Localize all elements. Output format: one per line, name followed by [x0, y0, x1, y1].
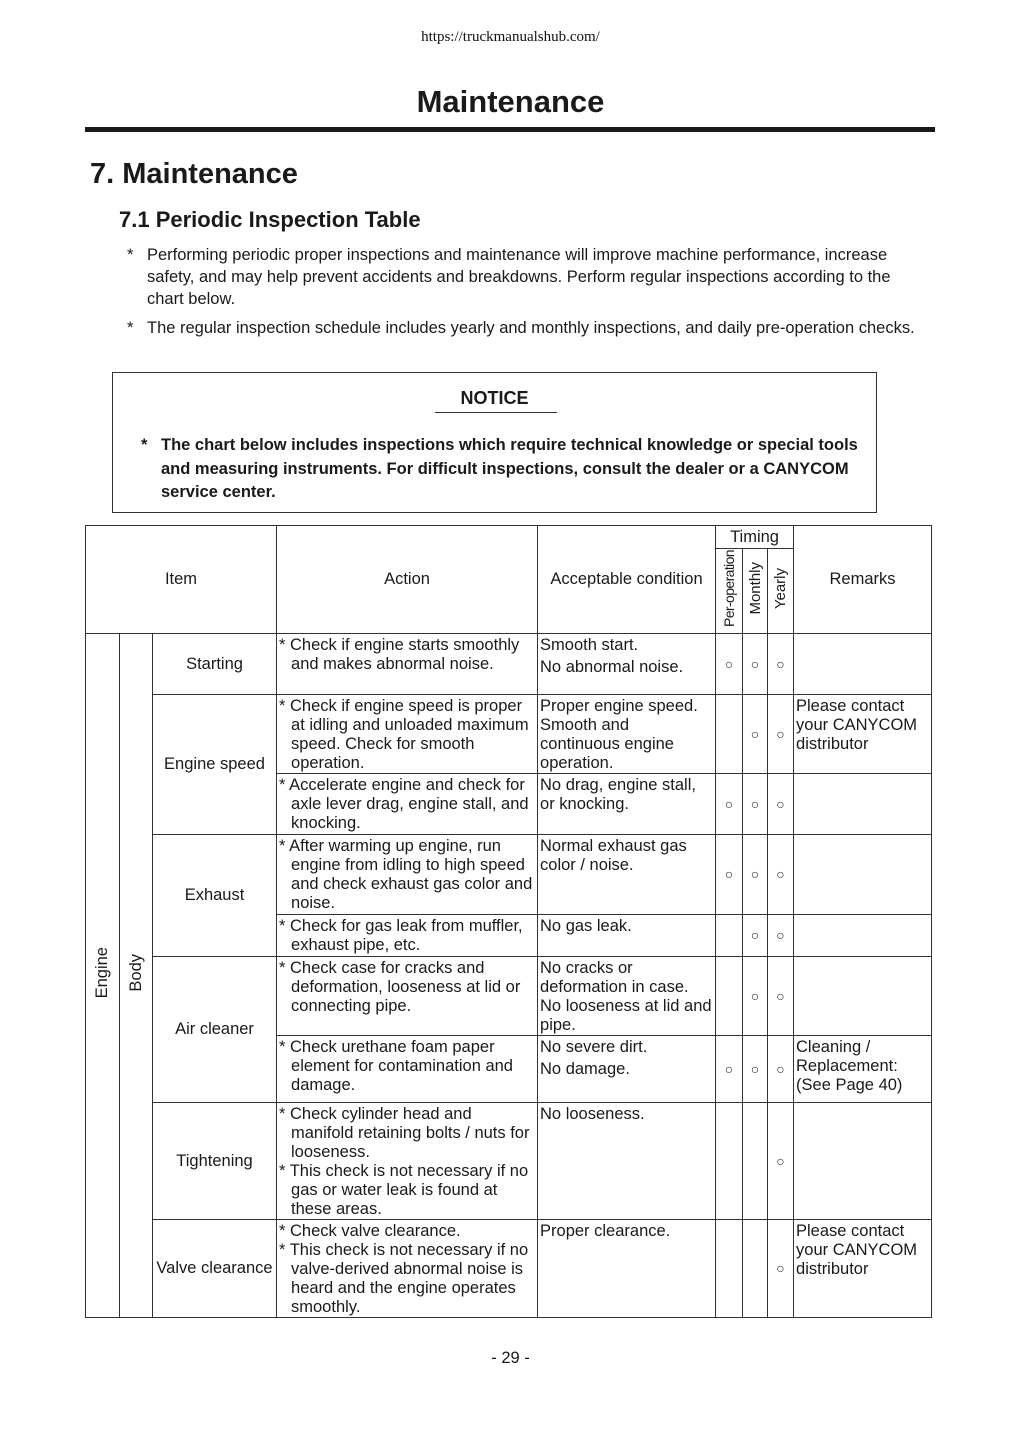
remarks-cell: [794, 835, 932, 915]
bullet-star: *: [127, 246, 134, 264]
condition-cell: Proper clearance.: [538, 1220, 716, 1318]
notice-text: The chart below includes inspections which require technical knowledge or special tools and measuring instruments. For difficult inspections, consult the dealer or a CANYCOM service center.: [161, 436, 858, 501]
notice-title: NOTICE: [460, 388, 529, 408]
action-cell: * Check urethane foam paper element for contamination and damage.: [277, 1036, 538, 1103]
mark-per-operation: ○: [716, 835, 743, 915]
condition-cell: No cracks or deformation in case. No looseness at lid and pipe.: [538, 957, 716, 1036]
subgroup-body: Body: [120, 634, 153, 1318]
bullet-item: [127, 244, 927, 310]
remarks-cell: [794, 774, 932, 835]
condition-cell: No looseness.: [538, 1103, 716, 1220]
mark-monthly: ○: [743, 835, 768, 915]
notice-star: *: [141, 436, 148, 454]
header-timing: Timing: [716, 526, 794, 549]
item-starting: Starting: [153, 634, 277, 695]
mark-yearly: ○: [768, 774, 794, 835]
mark-yearly: ○: [768, 957, 794, 1036]
mark-yearly: ○: [768, 1036, 794, 1103]
action-cell: * Check case for cracks and deformation, looseness at lid or connecting pipe.: [277, 957, 538, 1036]
action-cell: * Check cylinder head and manifold retaining bolts / nuts for looseness. * This check is not necessary if no gas or water leak is found at these areas.: [277, 1103, 538, 1220]
notice-body: [141, 434, 861, 505]
bullet-item: [127, 317, 927, 339]
mark-per-operation: ○: [716, 634, 743, 695]
table-row: [86, 1103, 932, 1220]
item-air-cleaner: Air cleaner: [153, 957, 277, 1103]
mark-per-operation: [716, 957, 743, 1036]
mark-monthly: ○: [743, 695, 768, 774]
condition-cell: No severe dirt. No damage.: [538, 1036, 716, 1103]
header-per-operation: Per-operation: [716, 549, 743, 634]
page-header-title: Maintenance: [416, 84, 605, 119]
section-title: 7. Maintenance: [90, 158, 298, 190]
mark-per-operation: ○: [716, 1036, 743, 1103]
mark-per-operation: [716, 1220, 743, 1318]
table-row: [86, 835, 932, 915]
bullet-star: *: [127, 319, 134, 337]
bullet-text: The regular inspection schedule includes yearly and monthly inspections, and daily pre-operation checks.: [147, 319, 915, 337]
mark-monthly: ○: [743, 634, 768, 695]
header-item: Item: [86, 526, 277, 634]
table-row: [86, 957, 932, 1036]
mark-per-operation: [716, 1103, 743, 1220]
remarks-cell: Please contact your CANYCOM distributor: [794, 695, 932, 774]
remarks-cell: [794, 915, 932, 957]
action-cell: * After warming up engine, run engine from idling to high speed and check exhaust gas color and noise.: [277, 835, 538, 915]
mark-yearly: ○: [768, 1103, 794, 1220]
remarks-cell: [794, 1103, 932, 1220]
remarks-cell: Please contact your CANYCOM distributor: [794, 1220, 932, 1318]
item-exhaust: Exhaust: [153, 835, 277, 957]
action-cell: * Check if engine starts smoothly and makes abnormal noise.: [277, 634, 538, 695]
condition-cell: Proper engine speed. Smooth and continuous engine operation.: [538, 695, 716, 774]
header-condition: Acceptable condition: [538, 526, 716, 634]
condition-cell: No drag, engine stall, or knocking.: [538, 774, 716, 835]
action-cell: * Accelerate engine and check for axle lever drag, engine stall, and knocking.: [277, 774, 538, 835]
notice-title-underline: [435, 412, 557, 413]
mark-monthly: ○: [743, 957, 768, 1036]
mark-monthly: ○: [743, 774, 768, 835]
table-header-row: [86, 526, 932, 549]
action-cell: * Check if engine speed is proper at idling and unloaded maximum speed. Check for smooth operation.: [277, 695, 538, 774]
mark-yearly: ○: [768, 634, 794, 695]
group-engine: Engine: [86, 634, 120, 1318]
remarks-cell: Cleaning / Replacement: (See Page 40): [794, 1036, 932, 1103]
inspection-table: [85, 525, 932, 1318]
mark-per-operation: ○: [716, 774, 743, 835]
item-engine-speed: Engine speed: [153, 695, 277, 835]
header-rule: [85, 127, 935, 132]
mark-monthly: [743, 1103, 768, 1220]
mark-yearly: ○: [768, 695, 794, 774]
item-tightening: Tightening: [153, 1103, 277, 1220]
mark-monthly: ○: [743, 915, 768, 957]
notice-box: [112, 372, 877, 513]
mark-per-operation: [716, 915, 743, 957]
condition-cell: Smooth start. No abnormal noise.: [538, 634, 716, 695]
source-url: https://truckmanualshub.com/: [421, 29, 600, 45]
header-remarks: Remarks: [794, 526, 932, 634]
remarks-cell: [794, 957, 932, 1036]
mark-monthly: ○: [743, 1036, 768, 1103]
mark-yearly: ○: [768, 915, 794, 957]
header-monthly: Monthly: [743, 549, 768, 634]
table-row: [86, 1220, 932, 1318]
remarks-cell: [794, 634, 932, 695]
subsection-title: 7.1 Periodic Inspection Table: [119, 207, 421, 232]
bullet-text: Performing periodic proper inspections and maintenance will improve machine performance, increase safety, and may help prevent accidents and breakdowns. Perform regular inspections according to the chart below.: [147, 246, 891, 308]
mark-per-operation: [716, 695, 743, 774]
mark-yearly: ○: [768, 1220, 794, 1318]
condition-cell: No gas leak.: [538, 915, 716, 957]
condition-cell: Normal exhaust gas color / noise.: [538, 835, 716, 915]
action-cell: * Check valve clearance. * This check is not necessary if no valve-derived abnormal noise is heard and the engine operates smoothly.: [277, 1220, 538, 1318]
header-action: Action: [277, 526, 538, 634]
table-row: [86, 634, 932, 695]
mark-yearly: ○: [768, 835, 794, 915]
mark-monthly: [743, 1220, 768, 1318]
table-row: [86, 695, 932, 774]
page-number: - 29 -: [491, 1349, 530, 1367]
item-valve-clearance: Valve clearance: [153, 1220, 277, 1318]
header-yearly: Yearly: [768, 549, 794, 634]
action-cell: * Check for gas leak from muffler, exhaust pipe, etc.: [277, 915, 538, 957]
